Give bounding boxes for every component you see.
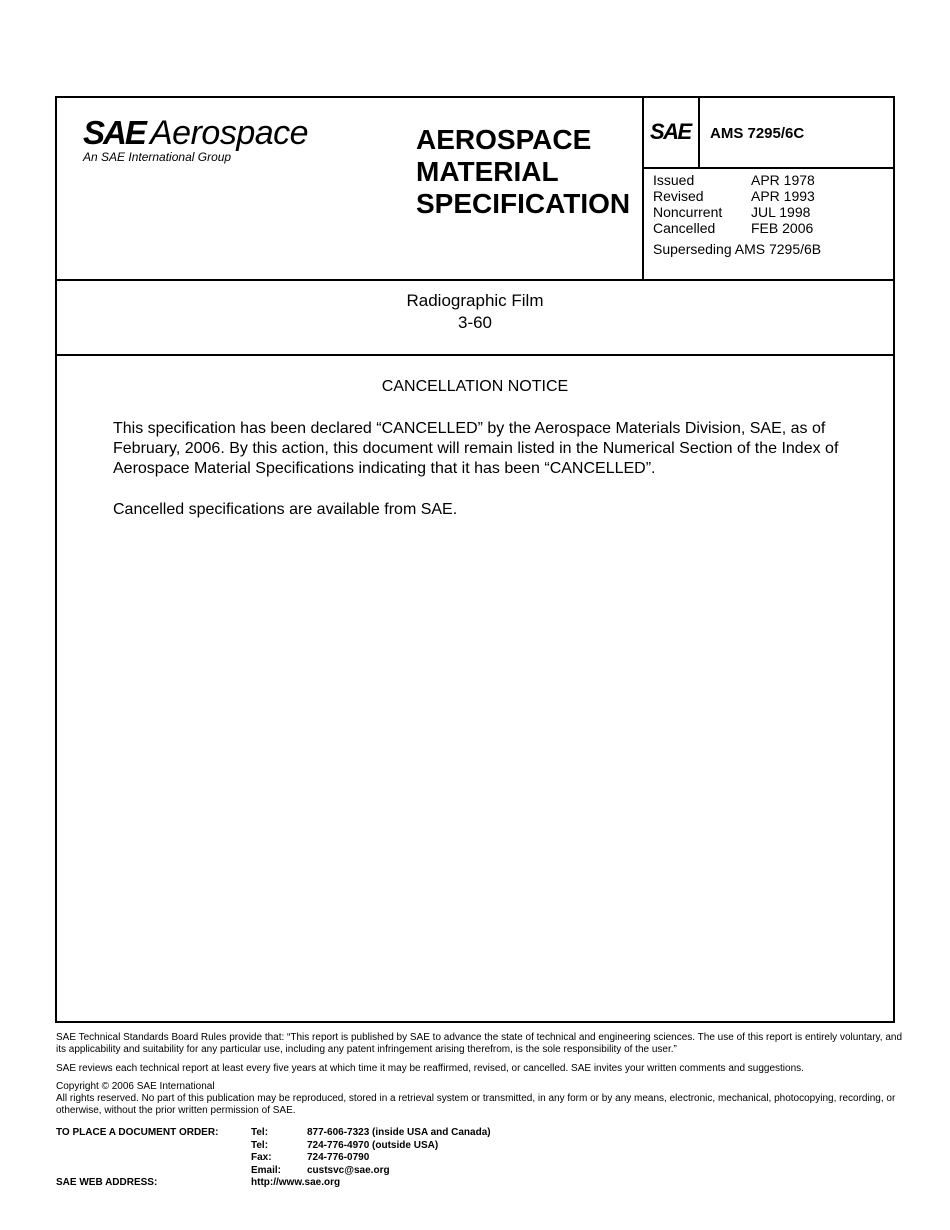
contact-type: Fax:: [251, 1152, 272, 1163]
document-number: AMS 7295/6C: [710, 125, 805, 142]
availability-paragraph: Cancelled specifications are available from SAE.: [113, 501, 458, 518]
logo-cell-divider: [698, 98, 700, 168]
date-value: APR 1993: [751, 188, 815, 204]
email-link[interactable]: custsvc@sae.org: [307, 1164, 390, 1176]
document-type-title: [416, 124, 630, 220]
date-label: Noncurrent: [653, 204, 723, 220]
sae-aerospace-logo: [83, 114, 333, 166]
contact-type: Tel:: [251, 1127, 269, 1138]
date-label: Revised: [653, 188, 704, 204]
contact-type: Tel:: [251, 1139, 269, 1151]
contact-value: 877-606-7323 (inside USA and Canada): [307, 1127, 491, 1138]
copyright-text: Copyright © 2006 SAE International: [56, 1081, 215, 1092]
notice-title: CANCELLATION NOTICE: [381, 378, 569, 395]
subject-line-1: Radiographic Film: [406, 291, 544, 310]
footer-copyright: [56, 1081, 906, 1117]
rules-text: SAE Technical Standards Board Rules provide that: “This report is published by SAE to advance the state of technical and engineering sciences. The use of this report is entirely voluntary, and its applicability and suitability for any particular use, including any patent infringement arising therefrom, is the sole responsibility of the user.”: [56, 1032, 903, 1055]
order-label: TO PLACE A DOCUMENT ORDER:: [56, 1127, 219, 1138]
header-divider-vertical: [642, 98, 644, 280]
date-value: JUL 1998: [751, 204, 811, 220]
order-row: [56, 1127, 576, 1140]
contact-type: Email:: [251, 1164, 282, 1176]
rights-text: All rights reserved. No part of this publication may be reproduced, stored in a retrieval system or transmitted, in any form or by any means, electronic, mechanical, photocopying, recording, or otherwise, without the prior written permission of SAE.: [56, 1093, 896, 1116]
sae-mini-logo: SAE: [650, 119, 691, 144]
review-text: SAE reviews each technical report at least every five years at which time it may be reaffirmed, revised, or cancelled. SAE invites your written comments and suggestions.: [56, 1063, 804, 1074]
superseding-note: Superseding AMS 7295/6B: [653, 241, 822, 257]
document-frame: [55, 96, 895, 1023]
order-row: [56, 1177, 576, 1190]
date-label: Issued: [653, 172, 695, 188]
web-link[interactable]: http://www.sae.org: [251, 1177, 341, 1188]
title-line: MATERIAL: [416, 156, 559, 187]
date-label: Cancelled: [653, 220, 716, 236]
order-row: [56, 1152, 576, 1165]
subject-bottom-rule: [57, 354, 893, 356]
logo-brand: SAE: [83, 114, 145, 151]
contact-value: 724-776-0790: [307, 1152, 370, 1163]
footer-review: [56, 1063, 906, 1075]
order-row: [56, 1165, 576, 1178]
date-value: APR 1978: [751, 172, 815, 188]
contact-value: 724-776-4970 (outside USA): [307, 1139, 439, 1151]
header-bottom-rule: [57, 279, 893, 281]
notice-paragraph: This specification has been declared “CANCELLED” by the Aerospace Materials Division, SAE, as of February, 2006. By this action, this document will remain listed in the Numerical Section of the Index of Aerospace Material Specifications indicating that it has been “CANCELLED”.: [113, 420, 839, 477]
order-info: [56, 1127, 576, 1190]
date-value: FEB 2006: [751, 220, 814, 236]
title-line: SPECIFICATION: [416, 188, 631, 219]
logo-word: Aerospace: [150, 114, 309, 152]
web-label: SAE WEB ADDRESS:: [56, 1177, 158, 1188]
title-line: AEROSPACE: [416, 124, 592, 155]
order-row: [56, 1140, 576, 1153]
subject-line-2: 3-60: [457, 313, 493, 332]
logo-tagline: An SAE International Group: [83, 150, 232, 164]
footer-rules: [56, 1032, 906, 1056]
doc-number-underline: [642, 167, 893, 169]
